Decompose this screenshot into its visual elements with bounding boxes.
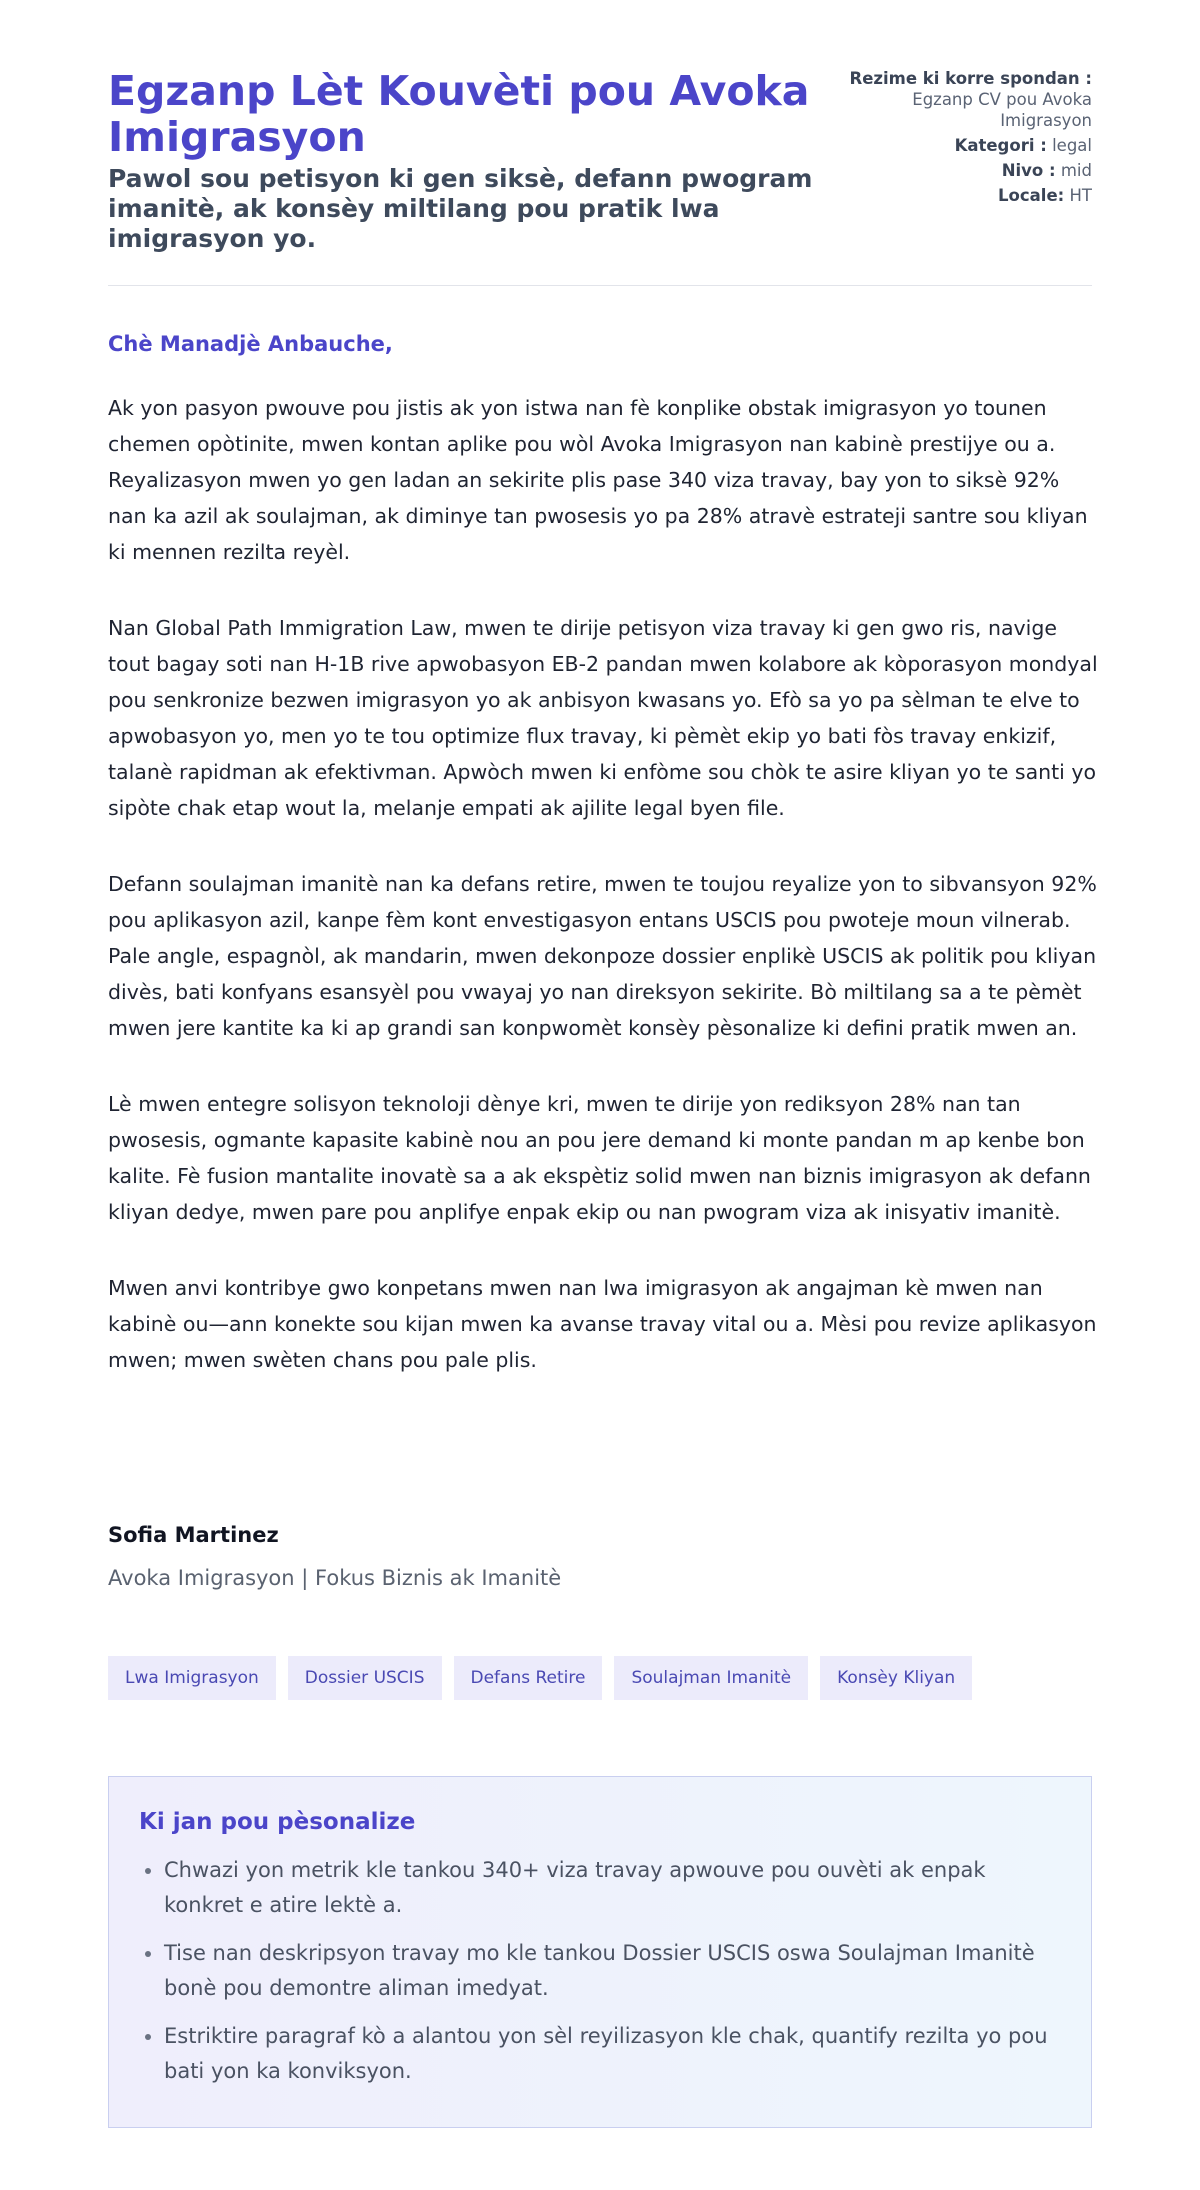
page-title: Egzanp Lèt Kouvèti pou Avoka Imigrasyon xyxy=(108,67,810,161)
meta-level-value: mid xyxy=(1060,161,1092,180)
tip-item: • Chwazi yon metrik kle tankou 340+ viza travay apwouve pou ouvèti ak enpak konkret e atire lektè a. xyxy=(164,1853,1061,1923)
meta-resume xyxy=(832,68,1092,131)
meta-category-value: legal xyxy=(1052,136,1092,155)
meta-locale-label: Locale: xyxy=(998,186,1065,205)
tag: Soulajman Imanitè xyxy=(614,1656,808,1700)
tag: Defans Retire xyxy=(454,1656,603,1700)
meta-category xyxy=(832,135,1092,156)
meta-panel xyxy=(832,68,1092,210)
tip-item: • Estriktire paragraf kò a alantou yon sèl reyilizasyon kle chak, quantify rezilta yo pou bati yon ka konviksyon. xyxy=(164,2019,1061,2089)
header xyxy=(108,68,1092,254)
letter-paragraph: Nan Global Path Immigration Law, mwen te dirije petisyon viza travay ki gen gwo ris, navige tout bagay soti nan H-1B rive apwobasyon EB-2 pandan mwen kolabore ak kòporasyon mondyal pou senkronize bezwen imigrasyon yo ak anbisyon kwasans yo. Efò sa yo pa sèlman te elve to apwobasyon yo, men yo te tou optimize flux travay, ki pèmèt ekip yo bati fòs travay enkizif, talanè rapidman ak efektivman. Apwòch mwen ki enfòme sou chòk te asire kliyan yo te santi yo sipòte chak etap wout la, melanje empati ak ajilite legal byen file. xyxy=(108,616,1098,820)
letter-greeting: Chè Manadjè Anbauche, xyxy=(108,332,393,356)
meta-level-label: Nivo : xyxy=(1001,161,1056,180)
letter-paragraph: Defann soulajman imanitè nan ka defans retire, mwen te toujou reyalize yon to sibvansyon 92% pou aplikasyon azil, kanpe fèm kont envestigasyon entans USCIS pou pwoteje moun vilnerab. Pale angle, espagnòl, ak mandarin, mwen dekonpoze dossier enplikè USCIS ak politik pou kliyan divès, bati konfyans esansyèl pou vwayaj yo nan direksyon sekirite. Bò miltilang sa a te pèmèt mwen jere kantite ka ki ap grandi san konpwomèt konsèy pèsonalize ki defini pratik mwen an. xyxy=(108,872,1097,1040)
customization-tips-box xyxy=(108,1776,1092,2128)
meta-locale-value: HT xyxy=(1069,186,1092,205)
letter-body xyxy=(108,390,1102,1418)
page-subtitle: Pawol sou petisyon ki gen siksè, defann pwogram imanitè, ak konsèy miltilang pou pratik lwa imigrasyon yo. xyxy=(108,164,813,253)
signature-name: Sofia Martinez xyxy=(108,1523,279,1547)
meta-resume-label: Rezime ki korre spondan : xyxy=(849,69,1092,88)
tips-title: Ki jan pou pèsonalize xyxy=(139,1809,416,1835)
letter-paragraph: Mwen anvi kontribye gwo konpetans mwen nan lwa imigrasyon ak angajman kè mwen nan kabinè ou—ann konekte sou kijan mwen ka avanse travay vital ou a. Mèsi pou revize aplikasyon mwen; mwen swèten chans pou pale plis. xyxy=(108,1276,1097,1372)
tag: Dossier USCIS xyxy=(288,1656,442,1700)
tag: Konsèy Kliyan xyxy=(820,1656,972,1700)
meta-locale xyxy=(832,185,1092,206)
tip-item: • Tise nan deskripsyon travay mo kle tankou Dossier USCIS oswa Soulajman Imanitè bonè pou demontre aliman imedyat. xyxy=(164,1936,1061,2006)
letter-paragraph: Lè mwen entegre solisyon teknoloji dènye kri, mwen te dirije yon rediksyon 28% nan tan pwosesis, ogmante kapasite kabinè nou an pou jere demand ki monte pandan m ap kenbe bon kalite. Fè fusion mantalite inovatè sa a ak ekspètiz solid mwen nan biznis imigrasyon ak defann kliyan dedye, mwen pare pou anplifye enpak ekip ou nan pwogram viza ak inisyativ imanitè. xyxy=(108,1092,1091,1224)
meta-resume-value: Egzanp CV pou Avoka Imigrasyon xyxy=(912,90,1092,130)
meta-category-label: Kategori : xyxy=(954,136,1047,155)
tag-list xyxy=(108,1656,972,1700)
meta-level xyxy=(832,160,1092,181)
signature-title: Avoka Imigrasyon | Fokus Biznis ak Imanitè xyxy=(108,1566,562,1590)
tag: Lwa Imigrasyon xyxy=(108,1656,276,1700)
tips-list xyxy=(139,1853,1061,2089)
header-divider xyxy=(108,285,1092,286)
letter-paragraph: Ak yon pasyon pwouve pou jistis ak yon istwa nan fè konplike obstak imigrasyon yo tounen chemen opòtinite, mwen kontan aplike pou wòl Avoka Imigrasyon nan kabinè prestijye ou a. Reyalizasyon mwen yo gen ladan an sekirite plis pase 340 viza travay, bay yon to siksè 92% nan ka azil ak soulajman, ak diminye tan pwosesis yo pa 28% atravè estrateji santre sou kliyan ki mennen rezilta reyèl. xyxy=(108,396,1088,564)
